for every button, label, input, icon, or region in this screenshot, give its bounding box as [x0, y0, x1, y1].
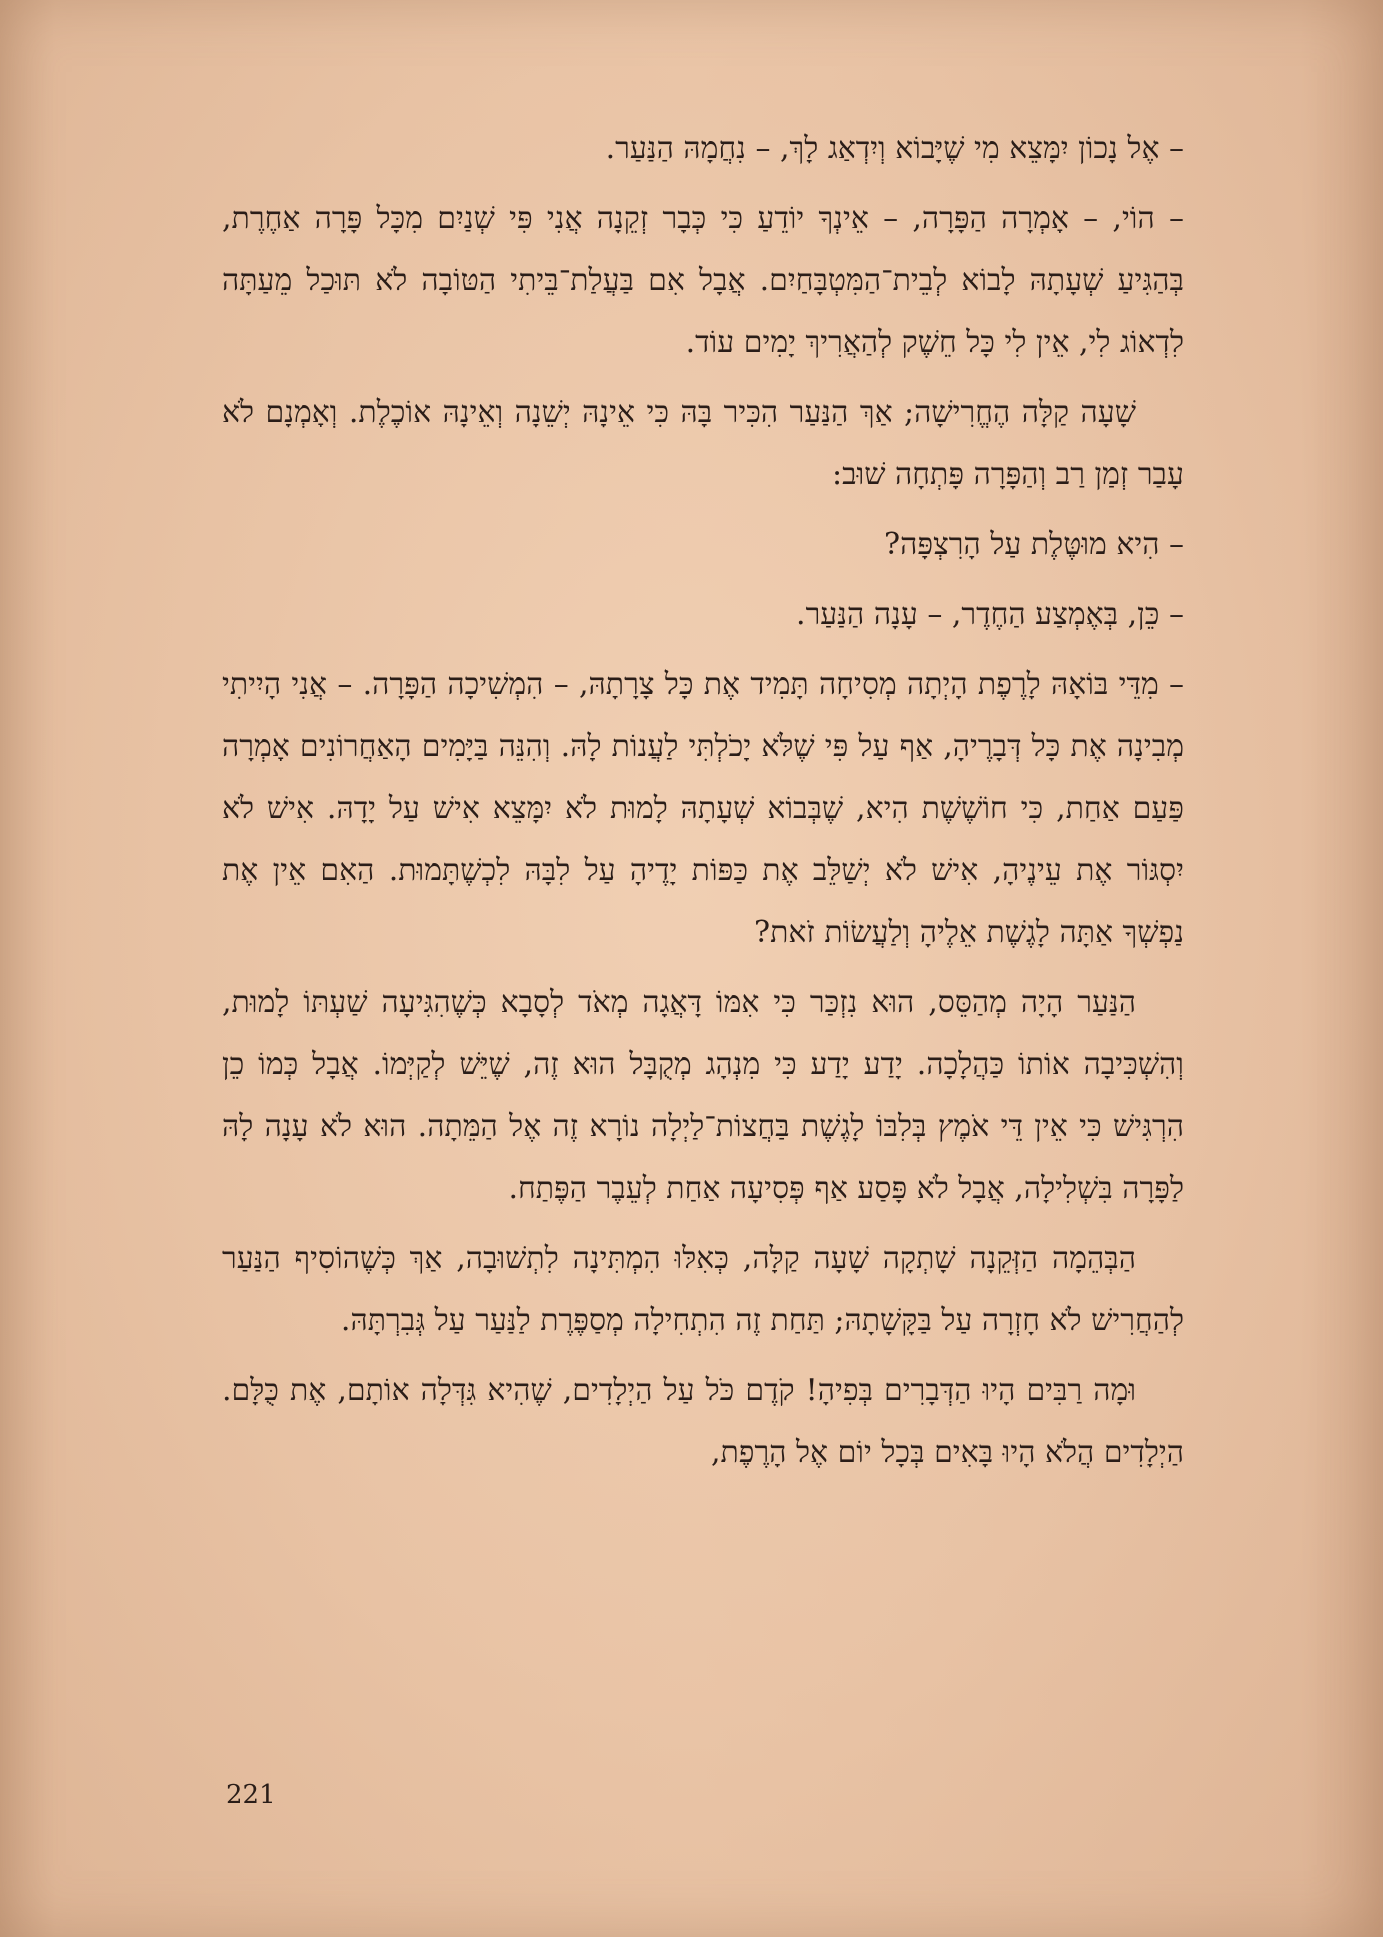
paragraph-9: וּמָה רַבִּים הָיוּ הַדְּבָרִים בְּפִיהָ! קֹדֶם כֹּל עַל הַיְלָדִים, שֶׁהִיא גִּדְּלָה אוֹתָם, אֶת כֻּלָּם. הַיְלָדִים הֲלֹא הָיוּ בָּאִים בְּכָל יוֹם אֶל הָרֶפֶת, — [222, 1373, 1184, 1470]
paragraph-4: – הִיא מוּטֶּלֶת עַל הָרִצְפָּה? — [884, 527, 1184, 562]
paragraph-8: הַבְּהֵמָה הַזְּקֵנָה שָׁתְקָה שָׁעָה קַלָּה, כְּאִלּוּ הִמְתִּינָה לִתְשׁוּבָה, אַךְ כְּשֶׁהוֹסִיף הַנַּעַר לְהַחֲרִישׁ לֹא חָזְרָה עַל בַּקָּשָׁתָהּ; תַּחַת זֶה הִתְחִילָה מְסַפֶּרֶת לַנַּעַר עַל גְּבִרְתָּהּ. — [222, 1241, 1184, 1338]
paragraph-3: שָׁעָה קַלָּה הֶחֱרִישָׁה; אַךְ הַנַּעַר הִכִּיר בָּהּ כִּי אֵינָהּ יְשֵׁנָה וְאֵינָהּ אוֹכֶלֶת. וְאָמְנָם לֹא עָבַר זְמַן רַב וְהַפָּרָה פָּתְחָה שׁוּב: — [222, 395, 1184, 492]
body-text — [222, 118, 1184, 1492]
paragraph-7: הַנַּעַר הָיָה מְהַסֵּס, הוּא נִזְכַּר כִּי אִמּוֹ דָּאֲגָה מְאֹד לְסָבָא כְּשֶׁהִגִּיעָה שַׁעְתּוֹ לָמוּת, וְהִשְׁכִּיבָה אוֹתוֹ כַּהֲלָכָה. יָדַע יָדַע כִּי מִנְהָג מְקֻבָּל הוּא זֶה, שֶׁיֵּשׁ לְקַיְּמוֹ. אֲבָל כְּמוֹ כֵן הִרְגִּישׁ כִּי אֵין דֵּי אֹמֶץ בְּלִבּוֹ לָגֶשֶׁת בַּחֲצוֹת־לַיְלָה נוֹרָא זֶה אֶל הַמֵּתָה. הוּא לֹא עָנָה לָהּ לַפָּרָה בִּשְׁלִילָה, אֲבָל לֹא פָּסַע אַף פְּסִיעָה אַחַת לְעֵבֶר הַפֶּתַח. — [222, 985, 1184, 1206]
page-number: 221 — [226, 1780, 276, 1810]
paragraph-6: – מִדֵּי בּוֹאָהּ לָרֶפֶת הָיְתָה מְסִיחָה תָּמִיד אֶת כָּל צָרָתָהּ, – הִמְשִׁיכָה הַפָּרָה. – אֲנִי הָיִיתִי מְבִינָה אֶת כָּל דְּבָרֶיהָ, אַף עַל פִּי שֶׁלֹּא יָכֹלְתִּי לַעֲנוֹת לָהּ. וְהִנֵּה בַּיָּמִים הָאַחֲרוֹנִים אָמְרָה פַּעַם אַחַת, כִּי חוֹשֶׁשֶׁת הִיא, שֶׁבְּבוֹא שְׁעָתָהּ לָמוּת לֹא יִמָּצֵא אִישׁ עַל יָדָהּ. אִישׁ לֹא יִסְגּוֹר אֶת עֵינֶיהָ, אִישׁ לֹא יְשַׁלֵּב אֶת כַּפּוֹת יָדֶיהָ עַל לִבָּהּ לִכְשֶׁתָּמוּת. הַאִם אֵין אֶת נַפְשְׁךָ אַתָּה לָגֶשֶׁת אֵלֶיהָ וְלַעֲשׂוֹת זֹאת? — [222, 667, 1184, 950]
paragraph-5: – כֵּן, בְּאֶמְצַע הַחֶדֶר, – עָנָה הַנַּעַר. — [796, 597, 1184, 632]
paragraph-2: – הוֹי, – אָמְרָה הַפָּרָה, – אֵינְךָ יוֹדֵעַ כִּי כְּבָר זְקֵנָה אֲנִי פִּי שְׁנַיִם מִכָּל פָּרָה אַחֶרֶת, בְּהַגִּיעַ שְׁעָתָהּ לָבוֹא לְבֵית־הַמִּטְבָּחַיִם. אֲבָל אִם בַּעֲלַת־בֵּיתִי הַטּוֹבָה לֹא תּוּכַל מֵעַתָּה לִדְאוֹג לִי, אֵין לִי כָּל חֵשֶׁק לְהַאֲרִיךְ יָמִים עוֹד. — [222, 201, 1184, 360]
paragraph-1: – אֶל נָכוֹן יִמָּצֵא מִי שֶׁיָּבוֹא וְיִדְאַג לָךְ, – נִחֲמָהּ הַנַּעַר. — [605, 131, 1184, 166]
